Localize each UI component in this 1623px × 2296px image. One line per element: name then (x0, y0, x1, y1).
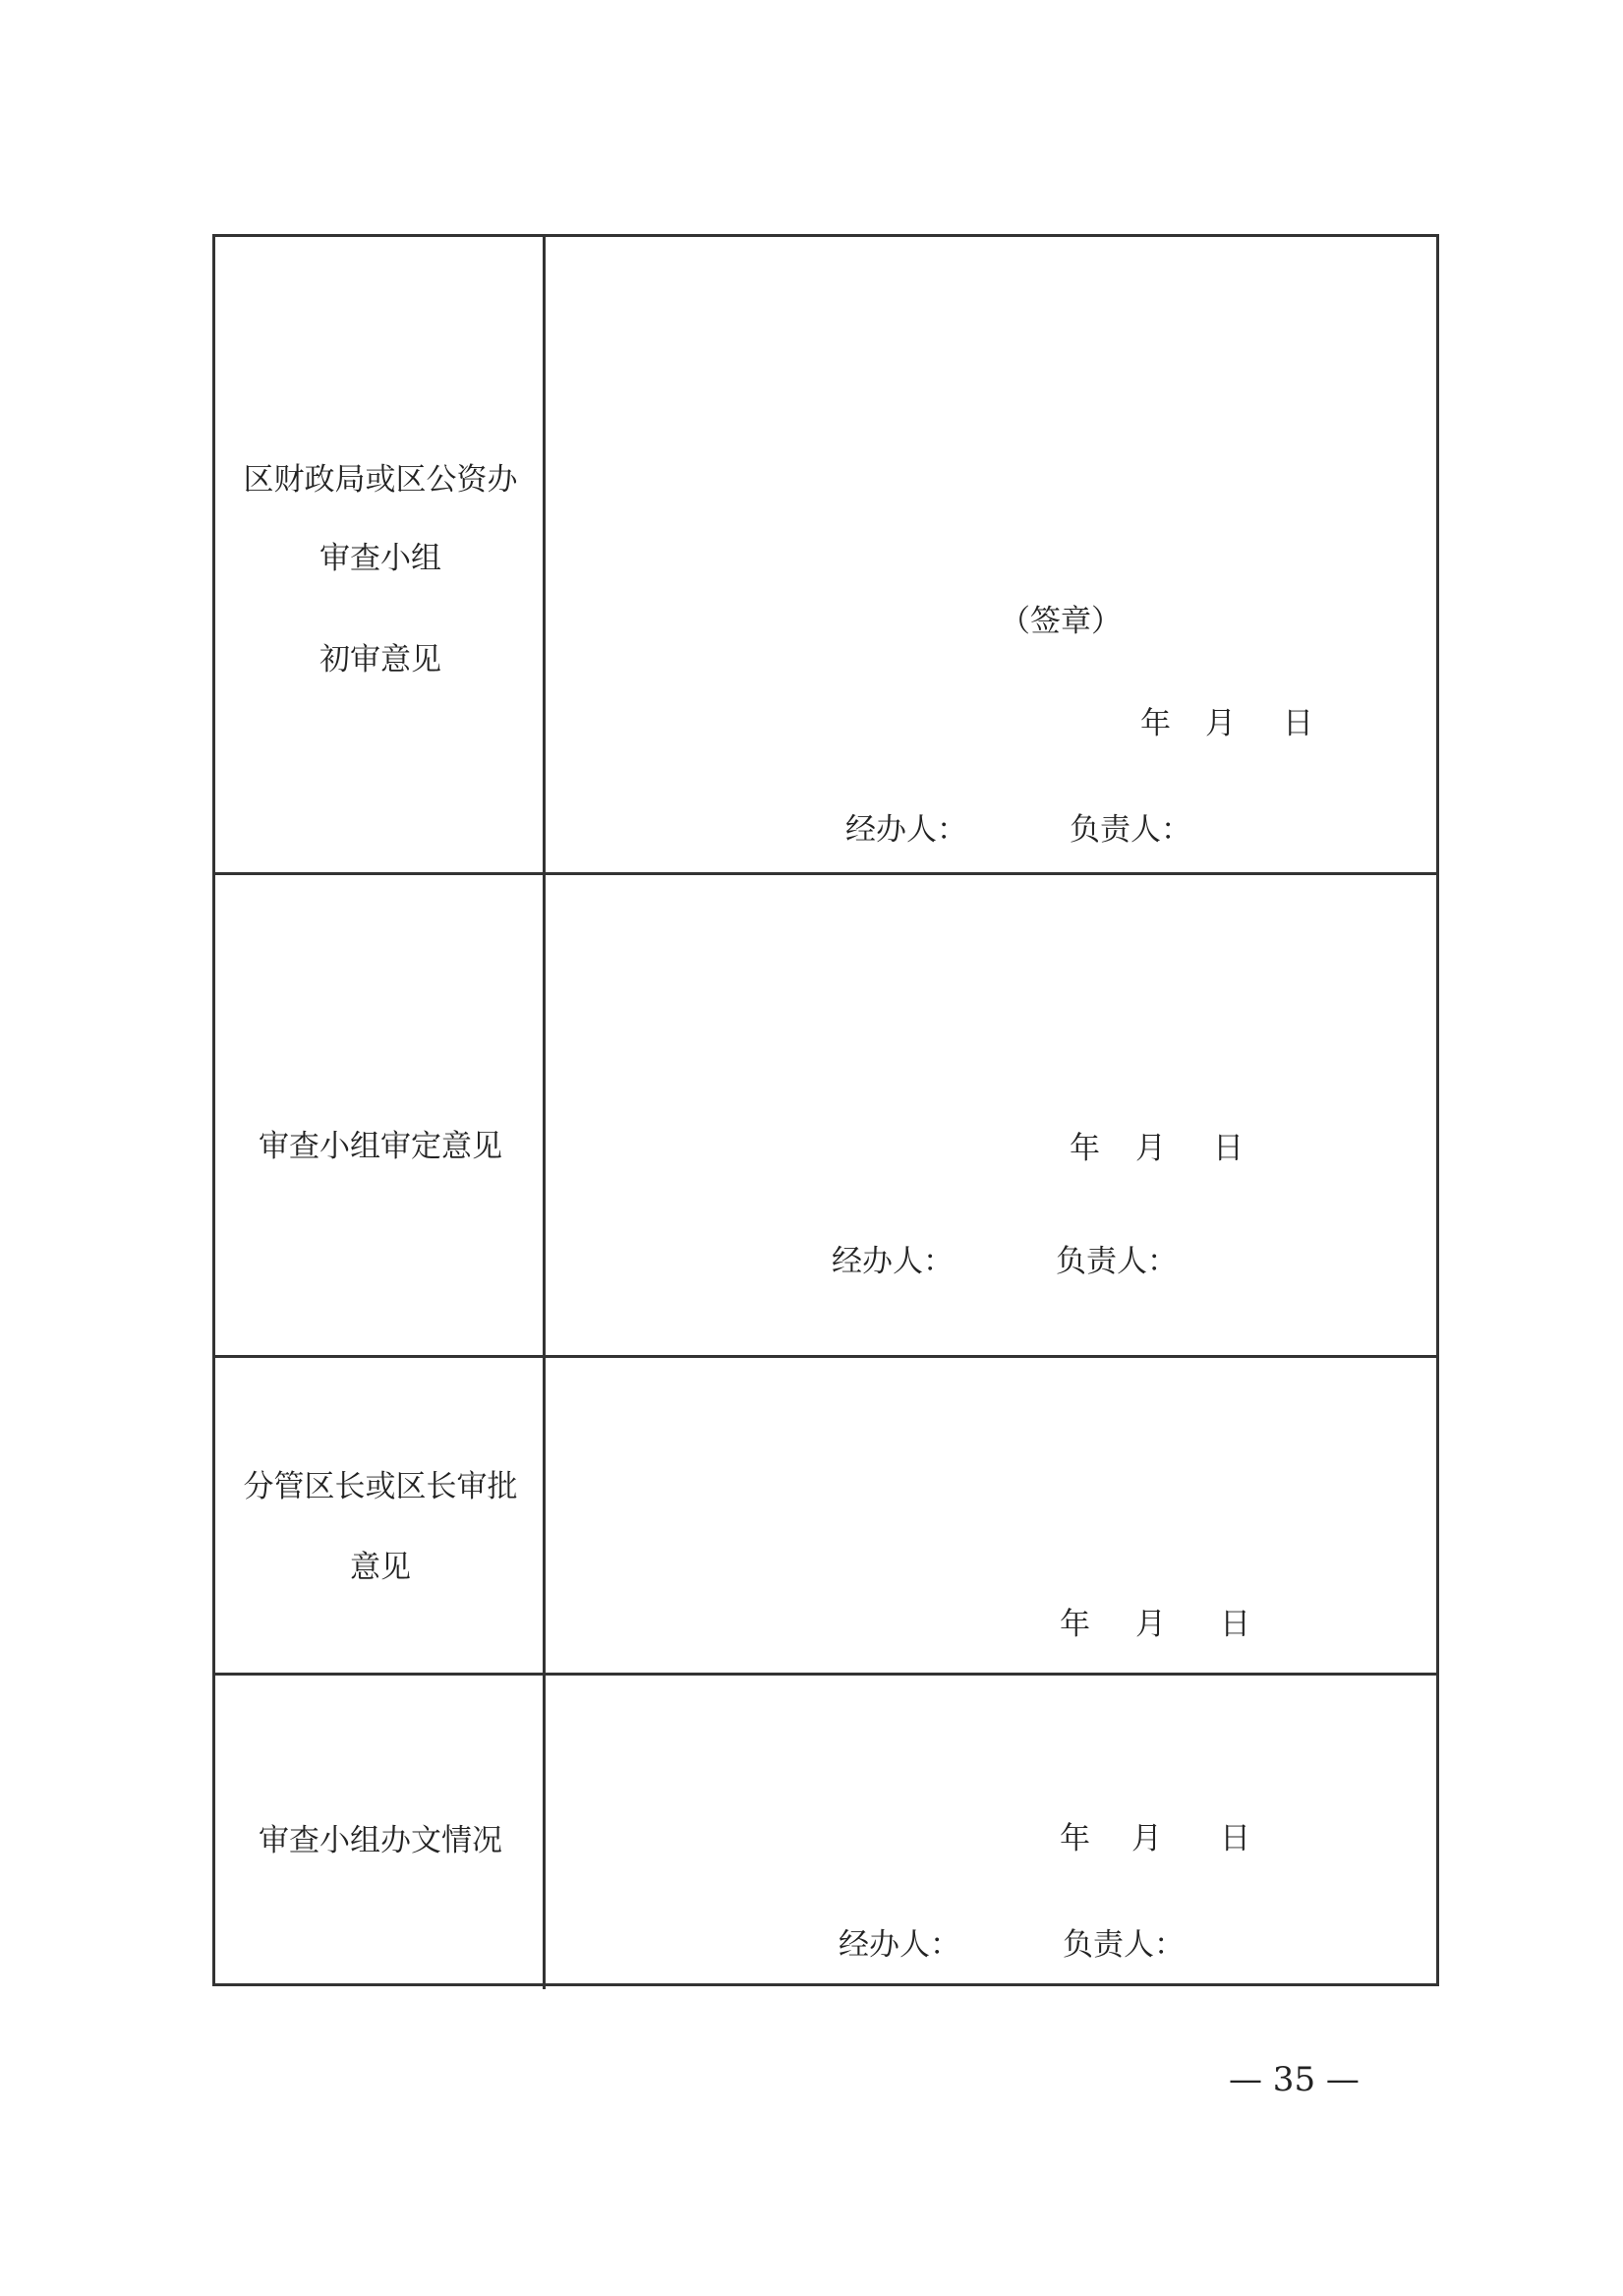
row-label-cell (215, 237, 546, 872)
date-year: 年 (1140, 706, 1171, 741)
row-content-cell (546, 875, 1436, 1355)
date-day: 日 (1220, 1607, 1250, 1642)
row-label-line: 审查小组 (319, 541, 441, 576)
row-label-line: 分管区长或区长审批 (243, 1469, 518, 1504)
row-label-cell (215, 1676, 546, 1989)
date-month: 月 (1205, 706, 1236, 741)
row-label-line: 审查小组办文情况 (259, 1823, 502, 1858)
seal-label: （签章） (1000, 604, 1122, 639)
responsible-label: 负责人： (1056, 1244, 1178, 1279)
date-month: 月 (1135, 1607, 1166, 1642)
row-label-cell (215, 1358, 546, 1673)
handler-label: 经办人： (845, 812, 967, 848)
handler-label: 经办人： (839, 1927, 960, 1963)
date-month: 月 (1131, 1821, 1162, 1856)
approval-form-table (212, 234, 1439, 1986)
date-day: 日 (1220, 1821, 1250, 1856)
date-year: 年 (1070, 1131, 1100, 1166)
row-content-cell (546, 237, 1436, 872)
date-year: 年 (1060, 1607, 1090, 1642)
row-label-line: 区财政局或区公资办 (243, 462, 518, 498)
form-row-processing-status (215, 1673, 1436, 1989)
form-row-group-decision (215, 872, 1436, 1355)
responsible-label: 负责人： (1063, 1927, 1185, 1963)
date-day: 日 (1213, 1131, 1244, 1166)
date-day: 日 (1283, 706, 1313, 741)
row-label-line: 审查小组审定意见 (259, 1129, 502, 1164)
form-row-initial-review (215, 237, 1436, 872)
row-label-cell (215, 875, 546, 1355)
row-label-line: 初审意见 (319, 642, 441, 677)
page-number: — 35 — (1229, 2060, 1360, 2099)
date-year: 年 (1060, 1821, 1090, 1856)
row-label-line: 意见 (350, 1550, 411, 1585)
handler-label: 经办人： (832, 1244, 954, 1279)
date-month: 月 (1135, 1131, 1166, 1166)
form-row-mayor-approval (215, 1355, 1436, 1673)
row-content-cell (546, 1358, 1436, 1673)
row-content-cell (546, 1676, 1436, 1989)
responsible-label: 负责人： (1070, 812, 1191, 848)
